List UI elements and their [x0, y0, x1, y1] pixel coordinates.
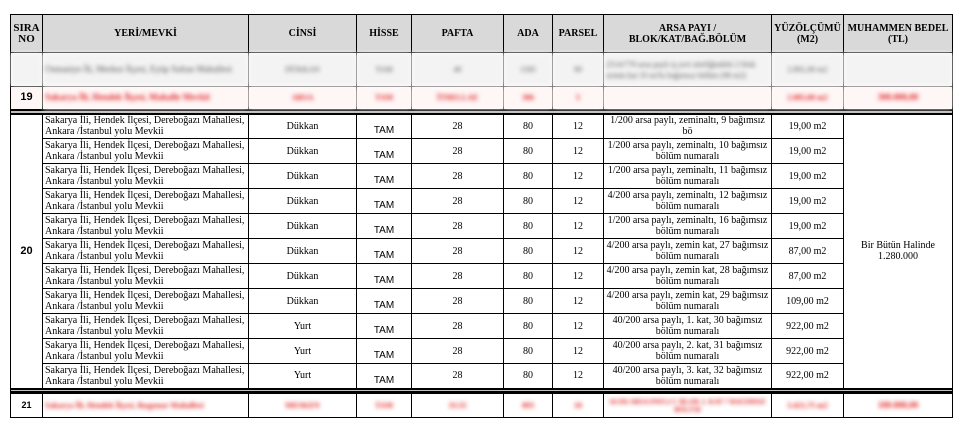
cell-pafta: 28: [412, 139, 504, 164]
cell-yuzolcumu: 87,00 m2: [772, 239, 844, 264]
cell-parsel: 12: [553, 289, 604, 314]
cell-yeri: Sakarya İli, Hendek İlçesi, Dereboğazı Mahallesi, Ankara /İstanbul yolu Mevkii: [43, 314, 249, 339]
cell-yuzolcumu: 87,00 m2: [772, 264, 844, 289]
cell-yuzolcumu: 19,00 m2: [772, 114, 844, 139]
cell-parsel: 12: [553, 264, 604, 289]
cell-cinsi: Dükkan: [249, 289, 357, 314]
cell-pafta: 40: [412, 53, 504, 87]
cell-pafta: 28: [412, 189, 504, 214]
cell-pafta: 33.55: [412, 393, 504, 418]
cell-hisse: TAM: [357, 53, 412, 87]
cell-arsa: 2514/770 arsa paylı iş yeri niteliğindeki 2 blok zemin kat 33 no'lu bağımsız bölüm (98 m2): [604, 53, 772, 87]
cell-no: [11, 53, 43, 87]
table-row-redacted: [11, 53, 953, 87]
table-row: [11, 214, 953, 239]
cell-ada: 80: [504, 114, 553, 139]
cell-yeri: Sakarya İli, Hendek İlçesi, Dereboğazı Mahallesi, Ankara /İstanbul yolu Mevkii: [43, 364, 249, 389]
cell-arsa: 1/200 arsa paylı, zeminaltı, 11 bağımsız bölüm numaralı: [604, 164, 772, 189]
cell-yuzolcumu: 19,00 m2: [772, 189, 844, 214]
cell-arsa: 40/200 arsa paylı, 3. kat, 32 bağımsız bölüm numaralı: [604, 364, 772, 389]
header-row: [11, 15, 953, 53]
cell-yeri: Sakarya İli, Hendek İlçesi, Dereboğazı Mahallesi, Ankara /İstanbul yolu Mevkii: [43, 339, 249, 364]
row-number: 19: [11, 87, 43, 110]
cell-pafta: 28: [412, 339, 504, 364]
header-parsel: PARSEL: [553, 15, 604, 53]
cell-hisse: TAM: [357, 264, 412, 289]
cell-cinsi: Dükkan: [249, 239, 357, 264]
cell-yuzolcumu: 19,00 m2: [772, 164, 844, 189]
cell-ada: 80: [504, 164, 553, 189]
cell-parsel: 12: [553, 364, 604, 389]
cell-parsel: 12: [553, 139, 604, 164]
cell-yeri: Sakarya İli, Hendek İlçesi, Dereboğazı Mahallesi, Ankara /İstanbul yolu Mevkii: [43, 164, 249, 189]
row-number: 20: [11, 114, 43, 389]
cell-yeri: Sakarya İli, Hendek İlçesi, Başpınar Mahallesi: [43, 393, 249, 418]
cell-parsel: 12: [553, 314, 604, 339]
cell-arsa: 40/200 arsa paylı, 2. kat, 31 bağımsız bölüm numaralı: [604, 339, 772, 364]
cell-yuzolcumu: 3.421,75 m2: [772, 393, 844, 418]
header-pafta: PAFTA: [412, 15, 504, 53]
cell-parsel: 12: [553, 339, 604, 364]
cell-ada: 1585: [504, 53, 553, 87]
cell-ada: 80: [504, 339, 553, 364]
table-row: [11, 339, 953, 364]
cell-cinsi: Dükkan: [249, 189, 357, 214]
header-sira-no: SIRA NO: [11, 15, 43, 53]
cell-hisse: TAM: [357, 239, 412, 264]
cell-bedel: [844, 114, 953, 389]
cell-arsa: 4/200 arsa paylı, zemin kat, 27 bağımsız bölüm numaralı: [604, 239, 772, 264]
cell-hisse: TAM: [357, 214, 412, 239]
cell-yuzolcumu: 922,00 m2: [772, 364, 844, 389]
cell-yeri: Sakarya İli, Hendek İlçesi, Dereboğazı Mahallesi, Ankara /İstanbul yolu Mevkii: [43, 214, 249, 239]
bedel-label: Bir Bütün Halinde: [861, 240, 935, 251]
cell-cinsi: Dükkan: [249, 214, 357, 239]
header-cinsi: CİNSİ: [249, 15, 357, 53]
cell-yeri: Sakarya İli, Hendek İlçesi, Dereboğazı Mahallesi, Ankara /İstanbul yolu Mevkii: [43, 289, 249, 314]
cell-yeri: Sakarya İli, Hendek İlçesi, Dereboğazı Mahallesi, Ankara /İstanbul yolu Mevkii: [43, 114, 249, 139]
cell-pafta: İTDELLAE: [412, 87, 504, 110]
header-hisse: HİSSE: [357, 15, 412, 53]
cell-yuzolcumu: 109,00 m2: [772, 289, 844, 314]
cell-yeri: Sakarya İli, Hendek İlçesi, Mahalle Mevkii: [43, 87, 249, 110]
cell-pafta: 28: [412, 364, 504, 389]
cell-parsel: 90: [553, 53, 604, 87]
cell-yuzolcumu: 922,00 m2: [772, 339, 844, 364]
cell-hisse: TAM: [357, 139, 412, 164]
cell-parsel: 12: [553, 164, 604, 189]
cell-arsa: [604, 87, 772, 110]
cell-bedel: [844, 53, 953, 87]
cell-pafta: 28: [412, 264, 504, 289]
cell-ada: 80: [504, 289, 553, 314]
cell-pafta: 28: [412, 289, 504, 314]
table-row-19: [11, 87, 953, 110]
property-table: [10, 14, 953, 418]
cell-ada: 306: [504, 87, 553, 110]
cell-hisse: TAM: [357, 114, 412, 139]
cell-parsel: 12: [553, 239, 604, 264]
table-row: [11, 239, 953, 264]
cell-yuzolcumu: 2.085,00 m2: [772, 87, 844, 110]
header-arsa-payi: ARSA PAYI / BLOK/KAT/BAĞ.BÖLÜM: [604, 15, 772, 53]
cell-hisse: TAM: [357, 339, 412, 364]
table-row: [11, 114, 953, 139]
table-row: [11, 364, 953, 389]
cell-hisse: TAM: [357, 364, 412, 389]
table-row-21: [11, 393, 953, 418]
cell-pafta: 28: [412, 239, 504, 264]
cell-hisse: TAM: [357, 164, 412, 189]
cell-cinsi: MESKEN: [249, 393, 357, 418]
header-bedel: MUHAMMEN BEDEL (TL): [844, 15, 953, 53]
cell-cinsi: Dükkan: [249, 114, 357, 139]
cell-cinsi: Dükkan: [249, 164, 357, 189]
cell-yeri: Sakarya İli, Hendek İlçesi, Dereboğazı Mahallesi, Ankara /İstanbul yolu Mevkii: [43, 264, 249, 289]
cell-arsa: 4/200 arsa paylı, zemin kat, 28 bağımsız bölüm numaralı: [604, 264, 772, 289]
cell-ada: 80: [504, 214, 553, 239]
table-row: [11, 264, 953, 289]
table-row: [11, 189, 953, 214]
header-yeri: YERİ/MEVKİ: [43, 15, 249, 53]
cell-parsel: 10: [553, 393, 604, 418]
cell-yuzolcumu: 19,00 m2: [772, 214, 844, 239]
header-yuzolcumu: YÜZÖLÇÜMÜ (M2): [772, 15, 844, 53]
cell-arsa: 16/292 ARSA PAYLI C BLOK 2. KAT 7 BAĞIMSIZ BÖLÜM: [604, 393, 772, 418]
cell-yeri: Osmaniye İli, Merkez İlçesi, Eyüp Sultan Mahallesi: [43, 53, 249, 87]
cell-hisse: TAM: [357, 393, 412, 418]
cell-arsa: 4/200 arsa paylı, zemin kat, 29 bağımsız bölüm numaralı: [604, 289, 772, 314]
cell-cinsi: DÜKKAN: [249, 53, 357, 87]
row-number: 21: [11, 393, 43, 418]
cell-cinsi: Yurt: [249, 364, 357, 389]
cell-cinsi: Yurt: [249, 314, 357, 339]
cell-hisse: TAM: [357, 314, 412, 339]
cell-yuzolcumu: 922,00 m2: [772, 314, 844, 339]
cell-yuzolcumu: 19,00 m2: [772, 139, 844, 164]
cell-parsel: 12: [553, 214, 604, 239]
cell-cinsi: Dükkan: [249, 264, 357, 289]
cell-ada: 80: [504, 189, 553, 214]
cell-cinsi: Yurt: [249, 339, 357, 364]
cell-bedel: 300.000,00: [844, 87, 953, 110]
table-row: [11, 139, 953, 164]
cell-cinsi: ARSA: [249, 87, 357, 110]
table-row: [11, 164, 953, 189]
cell-pafta: 28: [412, 314, 504, 339]
cell-yeri: Sakarya İli, Hendek İlçesi, Dereboğazı Mahallesi, Ankara /İstanbul yolu Mevkii: [43, 239, 249, 264]
cell-parsel: 12: [553, 114, 604, 139]
cell-hisse: TAM: [357, 289, 412, 314]
header-ada: ADA: [504, 15, 553, 53]
cell-ada: 80: [504, 139, 553, 164]
group-20: [11, 114, 953, 389]
cell-arsa: 1/200 arsa paylı, zeminaltı, 10 bağımsız bölüm numaralı: [604, 139, 772, 164]
cell-hisse: TAM: [357, 87, 412, 110]
table-row: [11, 314, 953, 339]
cell-arsa: 40/200 arsa paylı, 1. kat, 30 bağımsız bölüm numaralı: [604, 314, 772, 339]
cell-hisse: TAM: [357, 189, 412, 214]
cell-parsel: 12: [553, 189, 604, 214]
cell-parsel: 5: [553, 87, 604, 110]
cell-arsa: 1/200 arsa paylı, zeminaltı, 9 bağımsız bö: [604, 114, 772, 139]
cell-ada: 80: [504, 264, 553, 289]
cell-ada: 80: [504, 239, 553, 264]
bedel-value: 1.280.000: [878, 251, 918, 262]
cell-yeri: Sakarya İli, Hendek İlçesi, Dereboğazı Mahallesi, Ankara /İstanbul yolu Mevkii: [43, 189, 249, 214]
cell-pafta: 28: [412, 214, 504, 239]
table-row: [11, 289, 953, 314]
cell-arsa: 1/200 arsa paylı, zeminaltı, 16 bağımsız bölüm numaralı: [604, 214, 772, 239]
cell-cinsi: Dükkan: [249, 139, 357, 164]
cell-ada: 80: [504, 364, 553, 389]
cell-yeri: Sakarya İli, Hendek İlçesi, Dereboğazı Mahallesi, Ankara /İstanbul yolu Mevkii: [43, 139, 249, 164]
property-table-container: [10, 14, 952, 418]
cell-yuzolcumu: 2.891,00 m2: [772, 53, 844, 87]
cell-ada: 893: [504, 393, 553, 418]
cell-pafta: 28: [412, 164, 504, 189]
cell-ada: 80: [504, 314, 553, 339]
cell-arsa: 4/200 arsa paylı, zeminaltı, 12 bağımsız bölüm numaralı: [604, 189, 772, 214]
cell-pafta: 28: [412, 114, 504, 139]
cell-bedel: 180.000,00: [844, 393, 953, 418]
